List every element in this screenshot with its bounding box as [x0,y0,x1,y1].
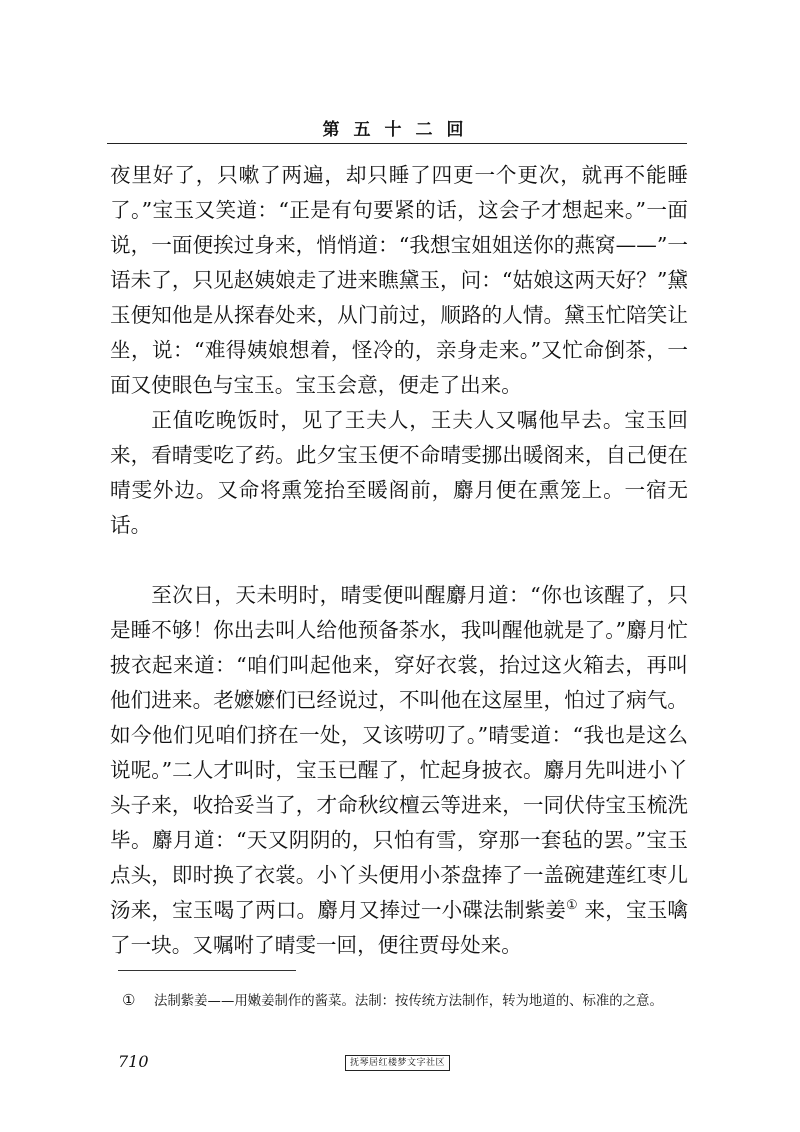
footnote [122,989,678,1013]
watermark-stamp: 抚琴居红楼梦文字社区 [345,1055,450,1071]
main-text [110,158,688,963]
paragraph-2: 正值吃晚饭时，见了王夫人，王夫人又嘱他早去。宝玉回来，看晴雯吃了药。此夕宝玉便不命晴雯挪出暖阁来，自己便在晴雯外边。又命将熏笼抬至暖阁前，麝月便在熏笼上。一宿无话。 [110,408,688,537]
paragraph-1: 夜里好了，只嗽了两遍，却只睡了四更一个更次，就再不能睡了。”宝玉又笑道：“正是有句要紧的话，这会子才想起来。”一面说，一面便挨过身来，悄悄道：“我想宝姐姐送你的燕窝——”一语未了，只见赵姨娘走了进来瞧黛玉，问：“姑娘这两天好？”黛玉便知他是从探春处来，从门前过，顺路的人情。黛玉忙陪笑让坐，说：“难得姨娘想着，怪冷的，亲身走来。”又忙命倒茶，一面又使眼色与宝玉。宝玉会意，便走了出来。 [110,163,688,397]
footnote-rule [118,970,296,971]
paragraph-3-text-b: 来，宝玉噙了一块。又嘱咐了晴雯一回，便往贾母处来。 [110,898,689,957]
footnote-marker: ① [566,898,578,914]
paragraph-3-text-a: 至次日，天未明时，晴雯便叫醒麝月道：“你也该醒了，只是睡不够！你出去叫人给他预备茶水，我叫醒他就是了。”麝月忙披衣起来道：“咱们叫起他来，穿好衣裳，抬过这火箱去，再叫他们进来。老嬷嬷们已经说过，不叫他在这屋里，怕过了病气。如今他们见咱们挤在一处，又该唠叨了。”晴雯道：“我也是这么说呢。”二人才叫时，宝玉已醒了，忙起身披衣。麝月先叫进小丫头子来，收拾妥当了，才命秋纹檀云等进来，一同伏侍宝玉梳洗毕。麝月道：“天又阴阴的，只怕有雪，穿那一套毡的罢。”宝玉点头，即时换了衣裳。小丫头便用小茶盘捧了一盖碗建莲红枣儿汤来，宝玉喝了两口。麝月又捧过一小碟法制紫姜 [110,583,688,922]
chapter-header: 第五十二回 [322,120,478,140]
footnote-number: ① [122,991,136,1009]
page-number: 710 [118,1052,149,1071]
footnote-text: 法制紫姜——用嫩姜制作的酱菜。法制：按传统方法制作，转为地道的、标准的之意。 [154,994,663,1009]
paragraph-3 [110,578,688,963]
header-rule [107,143,687,144]
